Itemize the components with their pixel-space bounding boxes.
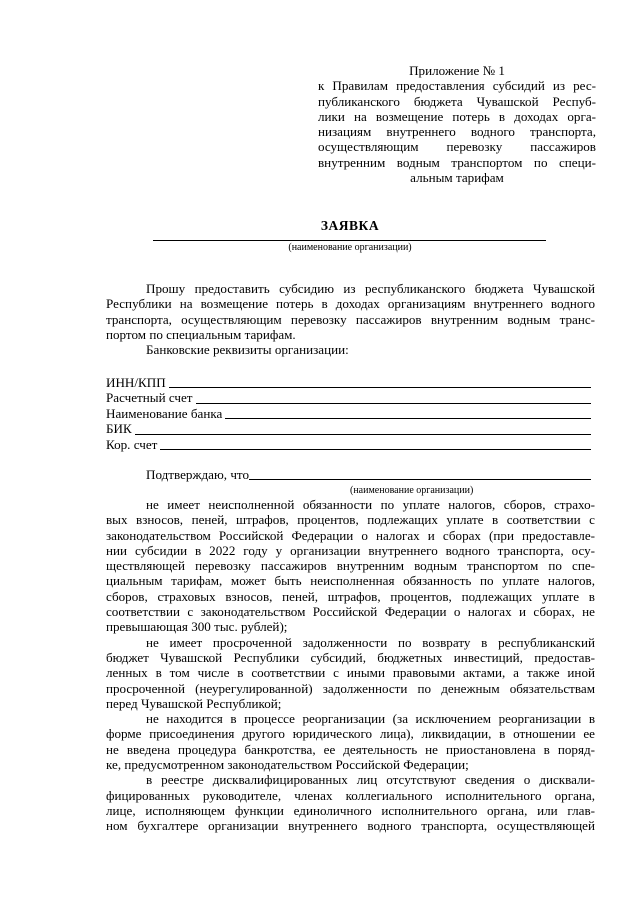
requisite-row-account xyxy=(106,390,591,405)
confirm-organization-hint: (наименование организации) xyxy=(350,485,474,496)
requisite-label: Кор. счет xyxy=(106,436,158,452)
inn-kpp-field[interactable] xyxy=(169,376,591,388)
request-line: Прошу предоставить субсидию из республиканского бюджета Чувашской xyxy=(146,281,595,296)
condition-line: сборов, страховых взносов, пеней, штрафов, процентов, подлежащих уплате в xyxy=(106,588,595,604)
condition-line: ке, предусмотренном законодательством Российской Федерации; xyxy=(106,757,469,773)
request-line: транспорта, осуществляющим перевозку пассажиров внутренним водным транс- xyxy=(106,311,595,327)
condition-line: не имеет просроченной задолженности по возврату в республиканский xyxy=(146,634,595,650)
requisite-row-bik xyxy=(106,421,591,436)
condition-line: в реестре дисквалифицированных лиц отсутствуют сведения о дисквали- xyxy=(146,772,595,788)
condition-line: соответствии с законодательством Российской Федерации о налогах и сборах, не xyxy=(106,604,595,620)
annex-description xyxy=(318,78,596,185)
condition-line: форме присоединения другого юридического лица), ликвидации, в отношении ее xyxy=(106,726,595,742)
bank-details-heading: Банковские реквизиты организации: xyxy=(146,342,349,358)
condition-line: ществляющей перевозку пассажиров внутренним водным транспортом по спе- xyxy=(106,558,595,574)
requisite-label: БИК xyxy=(106,421,132,437)
condition-line: нии субсидии в 2022 году у организации внутреннего водного транспорта, осу- xyxy=(106,542,595,558)
annex-line: осуществляющим перевозку пассажиров xyxy=(318,139,596,155)
bank-requisites xyxy=(106,375,591,452)
annex-line: внутренним водным транспортом по специ- xyxy=(318,154,596,170)
organization-name-hint: (наименование организации) xyxy=(288,242,412,253)
requisite-row-corr-account xyxy=(106,437,591,452)
document-title: ЗАЯВКА xyxy=(320,218,380,233)
condition-line: просроченной (неурегулированной) задолженности по денежным обязательствам xyxy=(106,680,595,696)
requisite-label: ИНН/КПП xyxy=(106,374,166,390)
conditions-paragraph xyxy=(106,497,595,834)
condition-line: ленных в том числе в соответствии с иными правовыми актами, а также иной xyxy=(106,665,595,681)
bank-name-field[interactable] xyxy=(225,407,591,419)
condition-line: бюджет Чувашской Республики субсидий, бюджетных инвестиций, предостав- xyxy=(106,649,595,665)
condition-line: не имеет неисполненной обязанности по уплате налогов, сборов, страхо- xyxy=(146,497,595,512)
condition-line: вых взносов, пеней, штрафов, процентов, подлежащих уплате в соответствии с xyxy=(106,512,595,528)
annex-line: публиканского бюджета Чувашской Респуб- xyxy=(318,93,596,109)
annex-line: альным тарифам xyxy=(410,170,504,186)
condition-line: ном бухгалтере организации внутреннего водного транспорта, осуществляющей xyxy=(106,818,595,834)
annex-line: к Правилам предоставления субсидий из рес- xyxy=(318,78,596,94)
correspondent-account-field[interactable] xyxy=(160,438,591,450)
requisite-row-bank-name xyxy=(106,406,591,421)
request-paragraph xyxy=(106,281,595,357)
condition-line: фицированных руководителе, членах коллегиального исполнительного органа, xyxy=(106,787,595,803)
request-line: Республики на возмещение потерь в доходах организациям внутреннего водного xyxy=(106,296,595,312)
condition-line: перед Чувашской Республикой; xyxy=(106,695,282,711)
requisite-label: Наименование банка xyxy=(106,405,223,421)
bik-field[interactable] xyxy=(135,423,591,435)
confirm-organization-field[interactable] xyxy=(249,468,591,480)
annex-number: Приложение № 1 xyxy=(409,63,505,78)
organization-name-line xyxy=(153,240,546,241)
requisite-label: Расчетный счет xyxy=(106,390,193,406)
condition-line: не введена процедура банкротства, ее деятельность не приостановлена в поряд- xyxy=(106,741,595,757)
annex-header xyxy=(318,63,596,185)
condition-line: лице, исполняющем функции единоличного исполнительного органа, или глав- xyxy=(106,802,595,818)
confirmation-line xyxy=(146,467,591,482)
requisite-row-inn-kpp xyxy=(106,375,591,390)
annex-line: лики на возмещение потерь в доходах орга- xyxy=(318,108,596,124)
condition-line: законодательством Российской Федерации о налогах и сборах (при предоставле- xyxy=(106,527,595,543)
condition-line: не находится в процессе реорганизации (за исключением реорганизации в xyxy=(146,711,595,727)
confirmation-label: Подтверждаю, что xyxy=(146,467,250,482)
account-number-field[interactable] xyxy=(196,392,591,404)
annex-line: низациям внутреннего водного транспорта, xyxy=(318,124,596,140)
condition-line: превышающая 300 тыс. рублей); xyxy=(106,619,288,635)
request-line: портом по специальным тарифам. xyxy=(106,326,296,342)
condition-line: циальным тарифам, может быть неисполненная обязанность по уплате налогов, xyxy=(106,573,595,589)
